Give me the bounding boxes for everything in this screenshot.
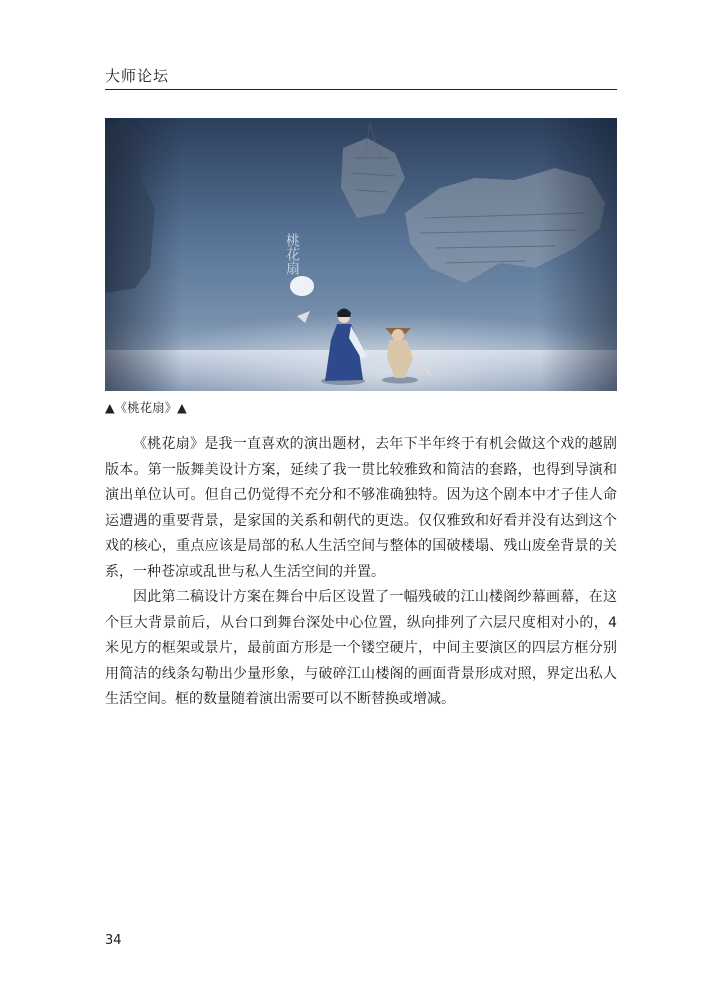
paragraph-2: 因此第二稿设计方案在舞台中后区设置了一幅残破的江山楼阁纱幕画幕，在这个巨大背景前后，从台口到舞台深处中心位置，纵向排列了六层尺度相对小的，4米见方的框架或景片，最前面方形是一个镂空硬片，中间主要演区的四层方框分别用简洁的线条勾勒出少量形象，与破碎江山楼阁的画面背景形成对照，界定出私人生活空间。框的数量随着演出需要可以不断替换或增减。	[105, 589, 617, 707]
figure-caption: ▲《桃花扇》▲	[105, 400, 187, 415]
stage-photo	[105, 118, 617, 391]
paragraph-1: 《桃花扇》是我一直喜欢的演出题材，去年下半年终于有机会做这个戏的越剧版本。第一版舞美设计方案，延续了我一贯比较雅致和简洁的套路，也得到导演和演出单位认可。但自己仍觉得不充分和不够准确独特。因为这个剧本中才子佳人命运遭遇的重要背景，是家国的关系和朝代的更迭。仅仅雅致和好看并没有达到这个戏的核心，重点应该是局部的私人生活空间与整体的国破楼塌、残山废垒背景的关系，一种苍凉或乱世与私人生活空间的并置。	[105, 436, 617, 580]
section-title: 大师论坛	[105, 67, 170, 85]
page-number: 34	[105, 933, 122, 948]
running-header	[105, 63, 617, 90]
article-body	[105, 432, 617, 713]
